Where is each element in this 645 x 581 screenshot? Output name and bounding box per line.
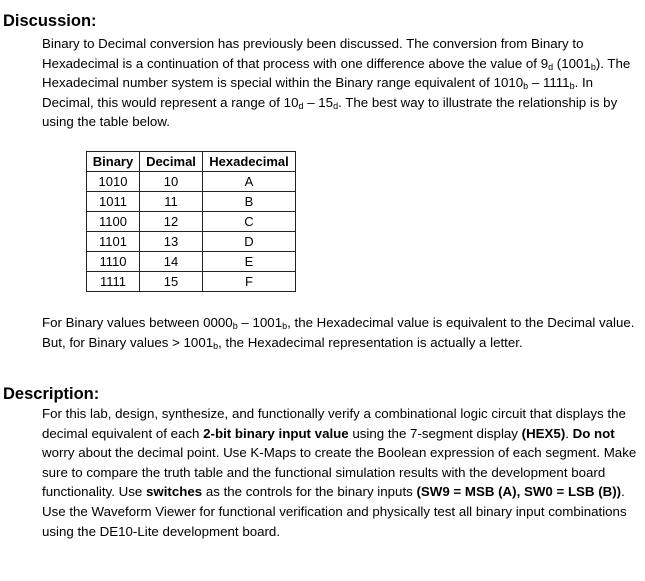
table-cell-decimal: 13 xyxy=(140,232,203,252)
table-cell-hexadecimal: B xyxy=(203,192,296,212)
table-cell-decimal: 12 xyxy=(140,212,203,232)
table-header-binary: Binary xyxy=(87,152,140,172)
table-cell-binary: 1011 xyxy=(87,192,140,212)
table-row xyxy=(87,252,296,272)
table-cell-hexadecimal: D xyxy=(203,232,296,252)
table-cell-decimal: 10 xyxy=(140,172,203,192)
table-row xyxy=(87,232,296,252)
table-cell-hexadecimal: C xyxy=(203,212,296,232)
table-cell-binary: 1110 xyxy=(87,252,140,272)
table-cell-binary: 1010 xyxy=(87,172,140,192)
table-header-hexadecimal: Hexadecimal xyxy=(203,152,296,172)
table-cell-decimal: 15 xyxy=(140,272,203,292)
table-row xyxy=(87,192,296,212)
table-header-row xyxy=(87,152,296,172)
table-cell-hexadecimal: E xyxy=(203,252,296,272)
table-cell-decimal: 14 xyxy=(140,252,203,272)
table-cell-decimal: 11 xyxy=(140,192,203,212)
conversion-table xyxy=(86,151,296,292)
table-cell-binary: 1111 xyxy=(87,272,140,292)
table-header-decimal: Decimal xyxy=(140,152,203,172)
description-paragraph: For this lab, design, synthesize, and functionally verify a combinational logic circuit that displays the decimal equivalent of each 2-bit binary input value using the 7-segment display (HEX5). Do not worry about the decimal point. Use K-Maps to create the Boolean expression of each segment. Make sure to compare the truth table and the functional simulation results with the development board functionality. Use switches as the controls for the binary inputs (SW9 = MSB (A), SW0 = LSB (B)). Use the Waveform Viewer for functional verification and physically test all binary input combinations using the DE10-Lite development board. xyxy=(42,406,637,539)
table-cell-hexadecimal: F xyxy=(203,272,296,292)
table-row xyxy=(87,272,296,292)
table-cell-binary: 1100 xyxy=(87,212,140,232)
discussion-heading: Discussion: xyxy=(3,12,97,30)
table-row xyxy=(87,172,296,192)
description-heading: Description: xyxy=(3,385,100,403)
discussion-paragraph-2: For Binary values between $0000_b - 1001_b$, the Hexadecimal value is equivalent to the Decimal value. But, for Binary values > $1001_b$, the Hexadecimal representation is actually a letter. xyxy=(42,315,635,351)
table-cell-hexadecimal: A xyxy=(203,172,296,192)
table-cell-binary: 1101 xyxy=(87,232,140,252)
table-row xyxy=(87,212,296,232)
discussion-paragraph-1: Binary to Decimal conversion has previously been discussed. The conversion from Binary to Hexadecimal is a continuation of that process with one difference above the value of $9_d$ $(1001_b)$. The Hexadecimal number system is special within the Binary range equivalent of $1010_b - 1111_b$. In Decimal, this would represent a range of $10_d - 15_d$. The best way to illustrate the relationship is by using the table below. xyxy=(42,36,631,130)
